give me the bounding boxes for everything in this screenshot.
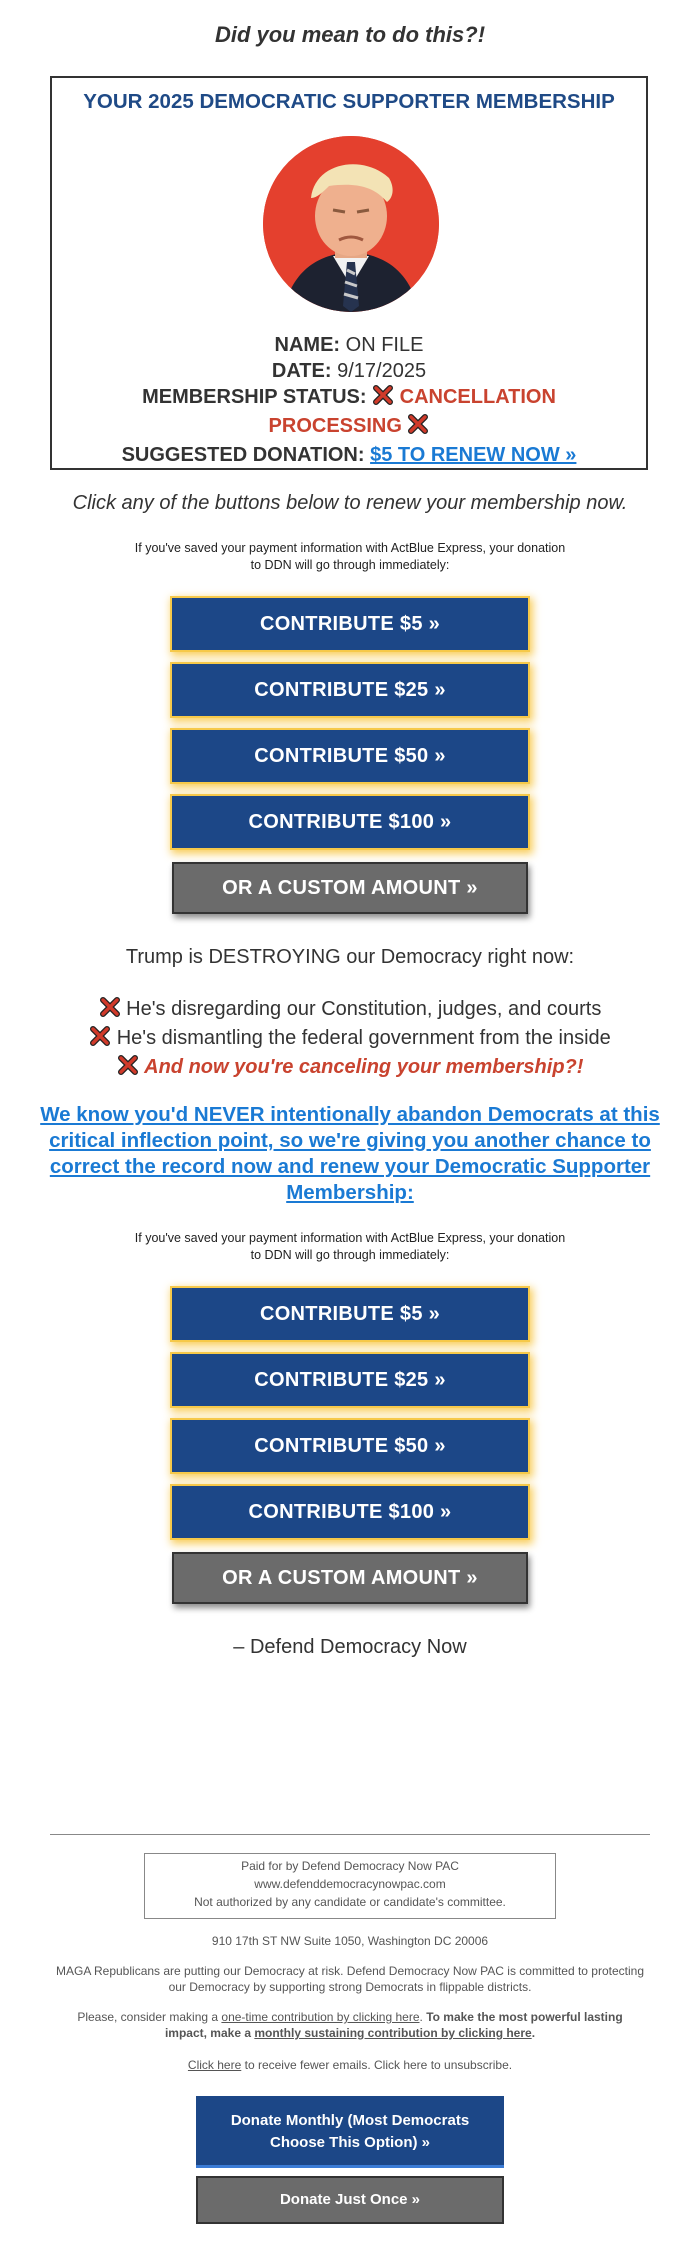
contribution-note-text: . [419,2010,427,2024]
contribute-25-button[interactable]: CONTRIBUTE $25 » [172,664,528,716]
date-row [52,358,646,384]
email-preferences [55,2057,645,2073]
donation-label: SUGGESTED DONATION: [121,444,365,466]
disclaimer-website: www.defenddemocracynowpac.com [254,1877,446,1891]
bullet-list [0,996,700,1083]
cross-mark-icon [372,384,394,413]
express-note-line: to DDN will go through immediately: [250,1248,450,1262]
donation-row [52,442,646,468]
disclaimer-line: Paid for by Defend Democracy Now PAC [241,1859,459,1873]
paid-for-disclaimer [144,1853,556,1919]
card-title: YOUR 2025 DEMOCRATIC SUPPORTER MEMBERSHIP [83,90,615,113]
express-note-line: If you've saved your payment information with ActBlue Express, your donation [134,1231,566,1245]
disclaimer-line: Not authorized by any candidate or candidate's committee. [194,1895,506,1909]
renew-plea-link[interactable]: We know you'd NEVER intentionally abandon Democrats at this critical inflection point, so we're giving you another chance to correct the record now and renew your Democratic Supporter Membership: [40,1103,660,1204]
date-value: 9/17/2025 [337,360,427,382]
membership-details [52,332,646,468]
donate-monthly-label: Donate Monthly (Most Democrats [230,2112,470,2129]
donate-monthly-button[interactable] [196,2096,504,2168]
status-value-cont: PROCESSING [268,415,402,437]
cross-mark-icon [117,1054,139,1083]
unsubscribe-text[interactable]: to receive fewer emails. Click here to unsubscribe. [244,2058,513,2072]
express-note-line: If you've saved your payment information with ActBlue Express, your donation [134,541,566,555]
monthly-contribution-link[interactable]: monthly sustaining contribution by clicking here [254,2026,532,2040]
mailing-address: 910 17th ST NW Suite 1050, Washington DC 20006 [211,1934,489,1948]
status-value: CANCELLATION [399,386,556,408]
footer-divider [50,1834,650,1835]
express-note-line: to DDN will go through immediately: [250,558,450,572]
bullet-text-emphasis: And now you're canceling your membership?! [144,1056,584,1078]
bullet-item [0,1025,700,1054]
destroying-text: Trump is DESTROYING our Democracy right now: [125,946,575,968]
contribute-100-button[interactable]: CONTRIBUTE $100 » [172,1486,528,1538]
express-note [0,1230,700,1264]
donate-once-button[interactable]: Donate Just Once » [196,2176,504,2224]
portrait-photo [263,136,439,312]
contribute-50-button[interactable]: CONTRIBUTE $50 » [172,730,528,782]
date-label: DATE: [271,360,332,382]
cross-mark-icon [89,1025,111,1054]
contribute-5-button[interactable]: CONTRIBUTE $5 » [172,598,528,650]
renew-link[interactable]: $5 TO RENEW NOW » [370,444,577,466]
name-row [52,332,646,358]
status-label: MEMBERSHIP STATUS: [142,386,367,408]
mission-statement: MAGA Republicans are putting our Democracy at risk. Defend Democracy Now PAC is committed to protecting our Democracy by supporting strong Democrats in flippable districts. [55,1964,644,1994]
one-time-contribution-link[interactable]: one-time contribution by clicking here [221,2010,420,2024]
custom-amount-button[interactable]: OR A CUSTOM AMOUNT » [172,1552,528,1604]
contribution-note-end: . [531,2026,536,2040]
headline: Did you mean to do this?! [214,22,486,47]
name-value: ON FILE [345,334,424,356]
name-label: NAME: [274,334,341,356]
donate-monthly-label: Choose This Option) » [270,2134,430,2151]
contribution-note [55,2009,645,2041]
intro-text: Click any of the buttons below to renew your membership now. [72,492,628,514]
signoff: – Defend Democracy Now [233,1636,467,1658]
bullet-text: He's dismantling the federal government from the inside [116,1027,611,1049]
contribute-5-button[interactable]: CONTRIBUTE $5 » [172,1288,528,1340]
cross-mark-icon [99,996,121,1025]
bullet-text: He's disregarding our Constitution, judges, and courts [126,998,602,1020]
contribution-note-text: Please, consider making a [77,2010,219,2024]
bullet-item [0,996,700,1025]
custom-amount-button[interactable]: OR A CUSTOM AMOUNT » [172,862,528,914]
contribute-25-button[interactable]: CONTRIBUTE $25 » [172,1354,528,1406]
fewer-emails-link[interactable]: Click here [187,2058,242,2072]
membership-card [50,76,648,470]
contribute-100-button[interactable]: CONTRIBUTE $100 » [172,796,528,848]
contribution-note-bold: To make the most powerful lasting impact, make a [164,2010,623,2040]
status-row-cont [52,413,646,442]
status-row [52,384,646,413]
contribute-50-button[interactable]: CONTRIBUTE $50 » [172,1420,528,1472]
cross-mark-icon [407,413,429,442]
bullet-item [0,1054,700,1083]
express-note [0,540,700,574]
